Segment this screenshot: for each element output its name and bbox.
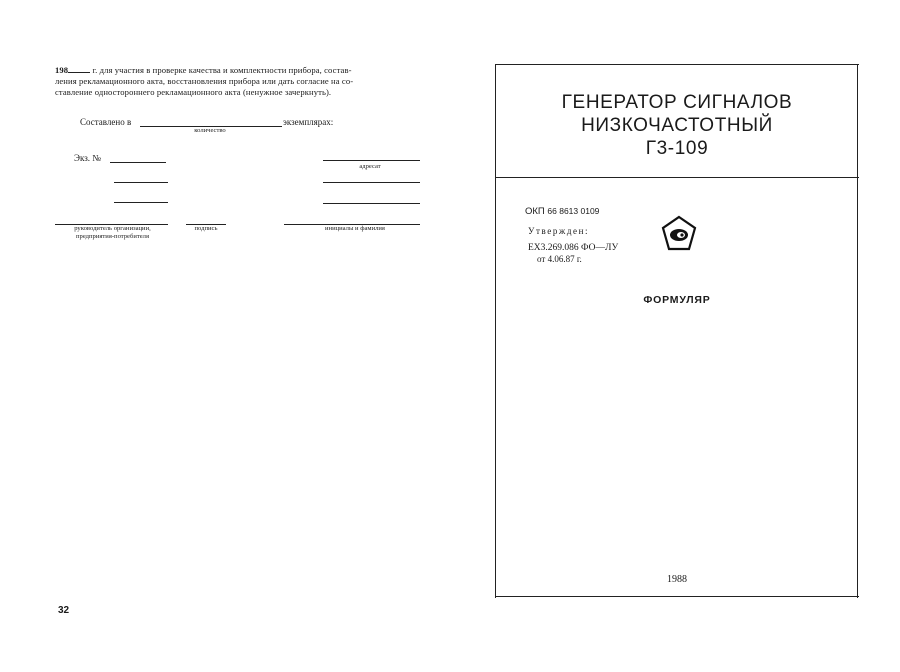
quality-mark-icon [660,215,698,253]
approved-label: Утвержден: [528,226,590,236]
document-type: ФОРМУЛЯР [643,294,711,306]
signature-caption: подпись [194,225,218,232]
paragraph-text-line-2: ления рекламационного акта, восстановления прибора или дать согласие на со- [55,76,354,86]
publication-year: 1988 [667,574,687,585]
page-number: 32 [58,605,70,616]
year-blank-line [68,64,90,73]
approval-date: от 4.06.87 г. [537,254,582,264]
paragraph-text-line-3: ставление одностороннего рекламационного акта (ненужное зачеркнуть). [55,87,332,97]
copy-number-line-2 [114,182,168,183]
copy-number-label: Экз. № [74,153,101,163]
document-code: ЕХ3.269.086 ФО—ЛУ [528,243,619,253]
copy-number-line [110,162,166,163]
title-line-1: ГЕНЕРАТОР СИГНАЛОВ [561,92,793,113]
paragraph-line-1 [55,64,427,76]
quantity-caption: количество [194,127,226,134]
addressee-caption: адресат [359,163,381,170]
okp-number: 66 8613 0109 [547,206,600,216]
addressee-line-2 [323,182,420,183]
head-caption: руководитель организации, предприятия-потребителя [74,225,151,240]
addressee-line-3 [323,203,420,204]
copies-label: экземплярах: [283,117,334,127]
title-line-3: Г3-109 [645,138,709,159]
compiled-in-label: Составлено в [80,117,132,127]
copy-number-line-3 [114,202,168,203]
addressee-line [323,160,420,161]
okp-code [525,206,599,217]
title-line-2: НИЗКОЧАСТОТНЫЙ [581,115,773,136]
frame-top-border [495,64,859,65]
okp-label: ОКП [525,206,545,217]
initials-caption: инициалы и фамилия [325,225,385,232]
frame-divider [495,177,859,178]
paragraph-text-line-1: г. для участия в проверке качества и комплектности прибора, состав- [92,65,352,75]
frame-bottom-border [495,596,859,597]
year-prefix: 198 [55,65,69,75]
request-paragraph [55,64,427,98]
